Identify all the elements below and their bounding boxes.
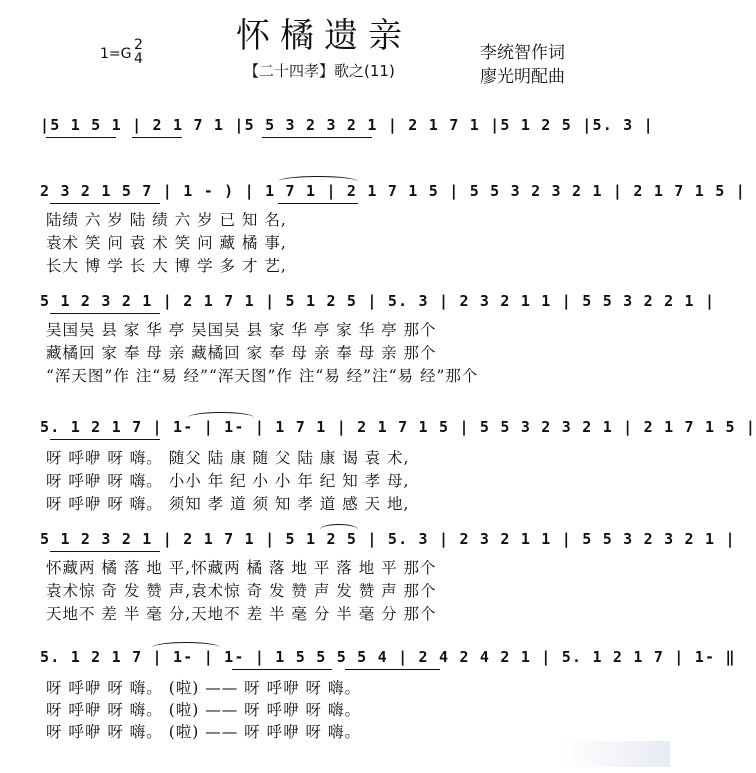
- slur-mark: [188, 412, 254, 423]
- notation-line-5: 5 1 2 3 2 1 | 2 1 7 1 | 5 1 2 5 | 5. 3 | 2 3 2 1 1 | 5 5 3 2 3 2 1 |: [40, 530, 736, 548]
- slur-mark: [278, 176, 358, 187]
- beam-line: [50, 439, 160, 440]
- key-signature: 1=G: [100, 46, 132, 62]
- beam-line: [132, 137, 182, 138]
- beam-line: [232, 669, 332, 670]
- lyric-line: 呀 呼咿 呀 嗨。 须知 孝 道 须 知 孝 道 感 天 地,: [46, 495, 410, 513]
- beam-line: [50, 313, 160, 314]
- lyric-line: 袁术惊 奇 发 赞 声,袁术惊 奇 发 赞 声 发 赞 声 那个: [46, 582, 437, 600]
- lyric-line: 藏橘回 家 奉 母 亲 藏橘回 家 奉 母 亲 奉 母 亲 那个: [46, 344, 437, 362]
- lyric-line: 吴国吴 县 家 华 亭 吴国吴 县 家 华 亭 家 华 亭 那个: [46, 321, 437, 339]
- notation-line-4: 5. 1 2 1 7 | 1- | 1- | 1 7 1 | 2 1 7 1 5 | 5 5 3 2 3 2 1 | 2 1 7 1 5 |: [40, 418, 756, 436]
- lyric-line: 呀 呼咿 呀 嗨。 (啦) —— 呀 呼咿 呀 嗨。: [46, 701, 361, 719]
- beam-line: [278, 203, 358, 204]
- beam-line: [262, 137, 372, 138]
- notation-line-2: 2 3 2 1 5 7 | 1 - ) | 1 7 1 | 2 1 7 1 5 | 5 5 3 2 3 2 1 | 2 1 7 1 5 |: [40, 182, 746, 200]
- beam-line: [50, 203, 160, 204]
- notation-line-1: |5 1 5 1 | 2 1 7 1 |5 5 3 2 3 2 1 | 2 1 7 1 |5 1 2 5 |5. 3 |: [40, 116, 654, 134]
- lyricist: 李统智作词: [480, 43, 565, 63]
- lyric-line: 呀 呼咿 呀 嗨。 随父 陆 康 随 父 陆 康 谒 袁 术,: [46, 449, 410, 467]
- slur-mark: [152, 642, 220, 653]
- lyric-line: 天地不 差 半 毫 分,天地不 差 半 毫 分 半 毫 分 那个: [46, 605, 437, 623]
- time-sig-bottom: 4: [134, 51, 143, 67]
- beam-line: [345, 669, 440, 670]
- notation-line-3: 5 1 2 3 2 1 | 2 1 7 1 | 5 1 2 5 | 5. 3 | 2 3 2 1 1 | 5 5 3 2 2 1 |: [40, 292, 716, 310]
- composer: 廖光明配曲: [480, 67, 565, 87]
- lyric-line: 袁术 笑 问 袁 术 笑 问 藏 橘 事,: [46, 234, 287, 252]
- lyric-line: 呀 呼咿 呀 嗨。 小小 年 纪 小 小 年 纪 知 孝 母,: [46, 472, 410, 490]
- lyric-line: 呀 呼咿 呀 嗨。 (啦) —— 呀 呼咿 呀 嗨。: [46, 679, 361, 697]
- time-signature: [134, 38, 143, 66]
- notation-line-6: 5. 1 2 1 7 | 1- | 1- | 1 5 5 5 5 4 | 2 4 2 4 2 1 | 5. 1 2 1 7 | 1- ‖: [40, 648, 736, 666]
- subtitle: 【二十四孝】歌之(11): [244, 62, 395, 80]
- lyric-line: “浑天图”作 注“易 经”“浑天图”作 注“易 经”注“易 经”那个: [46, 367, 479, 385]
- lyric-line: 长大 博 学 长 大 博 学 多 才 艺,: [46, 257, 287, 275]
- song-title: 怀橘遗亲: [236, 16, 412, 56]
- slur-mark: [320, 524, 358, 535]
- lyric-line: 呀 呼咿 呀 嗨。 (啦) —— 呀 呼咿 呀 嗨。: [46, 723, 361, 741]
- beam-line: [46, 137, 116, 138]
- lyric-line: 怀藏两 橘 落 地 平,怀藏两 橘 落 地 平 落 地 平 那个: [46, 559, 437, 577]
- watermark: [560, 741, 670, 767]
- lyric-line: 陆绩 六 岁 陆 绩 六 岁 已 知 名,: [46, 211, 287, 229]
- beam-line: [50, 551, 160, 552]
- time-sig-top: 2: [134, 37, 143, 53]
